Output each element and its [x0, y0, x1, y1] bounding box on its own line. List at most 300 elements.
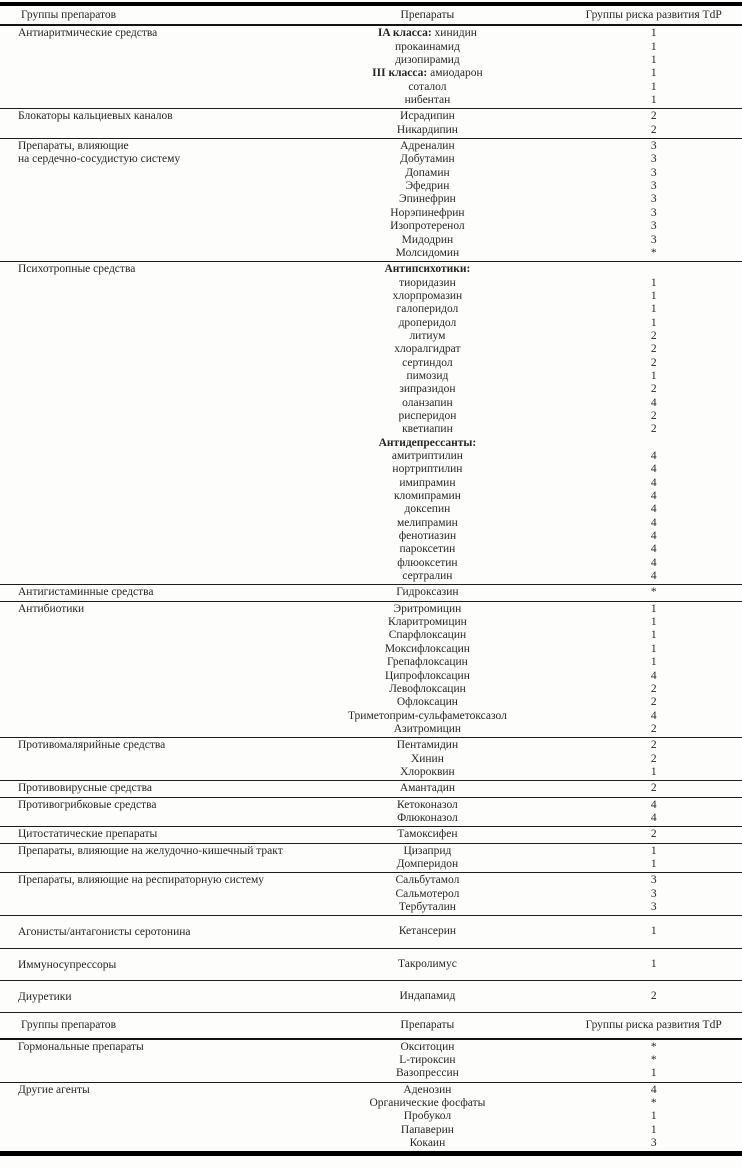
group-cell [0, 262, 289, 584]
group-label-line: Антигистаминные средства [18, 586, 154, 599]
group-label-line: Противогрибковые средства [18, 798, 157, 811]
table-row [289, 530, 742, 543]
table-row [289, 193, 742, 206]
group-label-line: Противовирусные средства [18, 782, 153, 795]
table-row [289, 1124, 742, 1137]
drug-cell: Спарфлоксацин [388, 629, 467, 642]
table-section [0, 262, 742, 585]
section-rows [289, 844, 742, 873]
drug-cell: дизопирамид [395, 54, 460, 67]
risk-cell: 1 [650, 957, 657, 970]
drug-cell: Эфедрин [405, 180, 450, 193]
group-label-line: Иммуносупрессоры [18, 958, 117, 971]
risk-cell: 4 [650, 669, 657, 682]
table-header [0, 6, 742, 26]
risk-cell: 1 [650, 844, 657, 857]
table-row [289, 710, 742, 723]
group-label-line: Препараты, влияющие на респираторную систему [18, 874, 265, 887]
risk-cell: 3 [650, 140, 657, 153]
risk-cell: 4 [650, 516, 657, 529]
risk-cell: 1 [650, 616, 657, 629]
drug-cell: пимозид [406, 369, 449, 382]
table-section [0, 827, 742, 843]
drug-cell: Триметоприм-сульфаметоксазол [347, 709, 507, 722]
risk-cell: 2 [650, 329, 657, 342]
risk-cell: 1 [650, 276, 657, 289]
table-row [289, 357, 742, 370]
drug-cell: Молсидомин [395, 246, 460, 259]
risk-cell: 2 [650, 356, 657, 369]
table-row [289, 557, 742, 570]
drug-cell: сертралин [402, 570, 453, 583]
risk-cell: 2 [650, 752, 657, 765]
drug-cell: Органические фосфаты [369, 1097, 486, 1110]
table-row [289, 683, 742, 696]
table-row [289, 463, 742, 476]
table-body [0, 26, 742, 1151]
risk-cell: 1 [650, 27, 657, 40]
group-cell [0, 981, 289, 1012]
table-row [289, 153, 742, 166]
table-row [289, 643, 742, 656]
drug-cell: прокаинамид [394, 40, 460, 53]
risk-cell: 2 [650, 423, 657, 436]
drug-cell: хлорпромазин [392, 289, 463, 302]
table-row [289, 1084, 742, 1097]
group-label-line: Агонисты/антагонисты серотонина [18, 926, 191, 939]
table-row [289, 167, 742, 180]
drug-cell: нибентан [404, 94, 451, 107]
risk-cell: 1 [650, 67, 657, 80]
section-rows [289, 827, 742, 842]
table-row [289, 450, 742, 463]
drug-cell: тиоридазин [399, 276, 456, 289]
table-row [289, 874, 742, 887]
table-row [289, 330, 742, 343]
risk-cell: 1 [650, 54, 657, 67]
drug-cell: Хинин [410, 752, 444, 765]
drug-cell: Пентамидин [396, 739, 459, 752]
drug-cell: Добутамин [400, 153, 455, 166]
drug-cell [289, 437, 565, 450]
drug-cell: кломипрамин [393, 490, 461, 503]
drug-cell: L-тироксин [399, 1054, 456, 1067]
drug-cell: имипрамин [399, 476, 456, 489]
drug-cell: Кларитромицин [388, 616, 467, 629]
drug-cell: Кетоконазол [397, 798, 458, 811]
risk-cell: 2 [650, 383, 657, 396]
risk-cell: 3 [650, 180, 657, 193]
risk-cell: * [650, 1097, 657, 1110]
risk-cell: 3 [650, 1137, 657, 1150]
drug-cell: Папаверин [400, 1123, 454, 1136]
section-rows [289, 139, 742, 261]
section-rows [289, 262, 742, 584]
risk-cell: 2 [650, 409, 657, 422]
risk-cell: 2 [650, 782, 657, 795]
table-row [289, 543, 742, 556]
risk-cell: 2 [650, 739, 657, 752]
table-row [289, 1067, 742, 1080]
drug-cell: Левофлоксацин [389, 682, 466, 695]
table-row [289, 901, 742, 914]
section-rows [289, 798, 742, 827]
table-row [289, 81, 742, 94]
group-label-line: Блокаторы кальциевых каналов [18, 110, 173, 123]
table-section [0, 26, 742, 109]
header-risk-col: Группы риска развития TdP [585, 1019, 722, 1032]
drug-cell: Сальбутамол [395, 874, 460, 887]
table-row [289, 343, 742, 356]
group-cell [0, 798, 289, 827]
table-row [289, 766, 742, 779]
risk-cell: 1 [650, 40, 657, 53]
drug-cell: Исрадипин [400, 110, 455, 123]
table-row [289, 423, 742, 436]
table-row [289, 656, 742, 669]
table-section [0, 873, 742, 916]
drug-cell: хлоралгидрат [394, 343, 461, 356]
risk-cell: 3 [650, 193, 657, 206]
group-label-line: Цитостатические препараты [18, 828, 158, 841]
risk-cell: 2 [650, 682, 657, 695]
risk-cell: 4 [650, 570, 657, 583]
drug-cell: фенотиазин [398, 530, 457, 543]
risk-cell: 1 [650, 369, 657, 382]
table-row [289, 845, 742, 858]
risk-cell: 3 [650, 233, 657, 246]
table-row [289, 263, 742, 276]
risk-cell: * [650, 246, 657, 259]
table-row [289, 888, 742, 901]
table-row [289, 670, 742, 683]
risk-cell: 2 [650, 722, 657, 735]
section-rows [289, 949, 742, 980]
drug-cell: Амантадин [399, 782, 456, 795]
table-row [289, 603, 742, 616]
table-row [289, 477, 742, 490]
table-row [289, 490, 742, 503]
risk-cell: 4 [650, 463, 657, 476]
section-rows [289, 781, 742, 796]
table-row [289, 234, 742, 247]
risk-cell: 4 [650, 543, 657, 556]
table-row [289, 41, 742, 54]
drug-cell: III класса: амиодарон [372, 67, 483, 80]
drug-cell: сертиндол [402, 356, 453, 369]
risk-cell: 4 [650, 1083, 657, 1096]
group-cell [0, 873, 289, 915]
group-cell [0, 1083, 289, 1152]
table-row [289, 370, 742, 383]
drug-cell: кветиапин [402, 423, 453, 436]
group-label-line: Антибиотики [18, 602, 85, 615]
risk-cell: 4 [650, 450, 657, 462]
table-row [289, 247, 742, 260]
section-rows [289, 602, 742, 737]
section-rows [289, 585, 742, 600]
table-section [0, 139, 742, 262]
table-row [289, 503, 742, 516]
drug-cell: доксепин [404, 503, 451, 516]
table-row [289, 383, 742, 396]
table-row [289, 1110, 742, 1123]
drug-table [0, 2, 742, 1156]
table-row [289, 925, 742, 938]
drug-cell: Моксифлоксацин [384, 642, 470, 655]
risk-cell: 3 [650, 887, 657, 900]
drug-cell: Тамоксифен [397, 828, 458, 841]
table-row [289, 180, 742, 193]
table-row [289, 586, 742, 599]
table-row [289, 124, 742, 137]
header-group-col: Группы препаратов [21, 9, 117, 21]
drug-cell: Офлоксацин [396, 696, 458, 709]
group-label-line: Гормональные препараты [18, 1040, 144, 1053]
table-section [0, 602, 742, 738]
group-label-line: Психотропные средства [18, 263, 136, 276]
risk-cell: 3 [650, 206, 657, 219]
risk-cell: 4 [650, 490, 657, 503]
drug-class-label: III класса: [372, 67, 428, 80]
table-section [0, 1040, 742, 1083]
drug-cell: Домперидон [396, 857, 459, 870]
risk-cell: 4 [650, 530, 657, 543]
drug-cell: литиум [409, 329, 446, 342]
risk-cell: 3 [650, 153, 657, 166]
table-row [289, 303, 742, 316]
risk-cell: 2 [650, 123, 657, 136]
table-section [0, 949, 742, 981]
section-rows [289, 1083, 742, 1152]
section-rows [289, 916, 742, 947]
table-row [289, 220, 742, 233]
group-cell [0, 109, 289, 138]
risk-cell: * [650, 1040, 657, 1053]
risk-cell: * [650, 1054, 657, 1067]
table-row [289, 1137, 742, 1150]
table-section [0, 798, 742, 828]
table-row [289, 517, 742, 530]
section-rows [289, 109, 742, 138]
risk-cell: 1 [650, 857, 657, 870]
risk-cell: 3 [650, 220, 657, 233]
drug-cell: Окситоцин [400, 1040, 455, 1053]
table-section [0, 916, 742, 948]
table-section [0, 781, 742, 797]
section-rows [289, 981, 742, 1012]
risk-cell: 1 [650, 1110, 657, 1123]
table-row [289, 799, 742, 812]
risk-cell: 1 [650, 656, 657, 669]
table-row [289, 410, 742, 423]
drug-cell: Вазопрессин [396, 1067, 459, 1080]
risk-cell: * [650, 586, 657, 599]
risk-cell [565, 263, 742, 276]
group-cell [0, 738, 289, 780]
table-section [0, 1083, 742, 1152]
drug-cell: зипразидон [399, 383, 456, 396]
group-cell [0, 781, 289, 796]
risk-cell: 2 [650, 696, 657, 709]
table-row [289, 1041, 742, 1054]
risk-cell: 1 [650, 303, 657, 316]
risk-cell: 4 [650, 798, 657, 811]
drug-cell: Пробукол [403, 1110, 452, 1123]
table-row [289, 397, 742, 410]
risk-cell: 3 [650, 874, 657, 887]
drug-cell: Тербуталин [398, 901, 456, 913]
risk-cell: 1 [650, 316, 657, 329]
table-row [289, 277, 742, 290]
drug-cell: пароксетин [399, 543, 456, 556]
drug-cell: Цизаприд [403, 844, 452, 857]
table-row [289, 110, 742, 123]
drug-cell: рисперидон [398, 409, 457, 422]
risk-cell: 1 [650, 1123, 657, 1136]
risk-cell: 4 [650, 811, 657, 824]
table-row [289, 812, 742, 825]
drug-cell: Норэпинефрин [390, 206, 465, 219]
group-cell [0, 1040, 289, 1082]
group-label-line: Другие агенты [18, 1083, 90, 1096]
header-drugs-col: Препараты [400, 1019, 455, 1032]
group-cell [0, 139, 289, 261]
table-header-repeat [0, 1013, 742, 1039]
group-cell [0, 949, 289, 980]
drug-cell: Такролимус [398, 957, 457, 970]
drug-cell: флюоксетин [397, 556, 458, 569]
table-row [289, 54, 742, 67]
group-cell [0, 26, 289, 108]
drug-cell: Азитромицин [393, 722, 462, 735]
risk-cell: 4 [650, 709, 657, 722]
drug-cell: IA класса: хинидин [377, 27, 477, 40]
drug-cell: Кокаин [409, 1137, 446, 1150]
drug-class-label: IA класса: [377, 27, 432, 40]
header-risk-col: Группы риска развития TdP [585, 9, 722, 21]
table-row [289, 1054, 742, 1067]
risk-cell: 3 [650, 166, 657, 179]
drug-cell: галоперидол [396, 303, 459, 316]
table-row [289, 616, 742, 629]
risk-cell: 1 [650, 289, 657, 302]
table-row [289, 94, 742, 107]
table-row [289, 782, 742, 795]
drug-cell: соталол [408, 80, 447, 93]
drug-cell: Кетансерин [398, 925, 456, 938]
drug-cell: Эритромицин [393, 602, 462, 615]
table-row [289, 629, 742, 642]
drug-cell: Адреналин [400, 140, 455, 153]
group-label-line: Препараты, влияющие на желудочно-кишечный тракт [18, 844, 283, 857]
drug-cell: нортриптилин [392, 463, 463, 476]
drug-cell: Ципрофлоксацин [384, 669, 470, 682]
table-row [289, 828, 742, 841]
drug-cell: Аденозин [403, 1083, 452, 1096]
table-row [289, 27, 742, 40]
table-row [289, 317, 742, 330]
drug-cell: Допамин [405, 166, 450, 179]
header-drugs-col: Препараты [400, 9, 455, 21]
drug-cell: Индапамид [399, 990, 456, 1003]
drug-cell: Эпинефрин [399, 193, 456, 206]
risk-cell [565, 437, 742, 450]
drug-class-label: Антипсихотики: [384, 263, 471, 276]
risk-cell: 4 [650, 396, 657, 409]
table-row [289, 570, 742, 583]
drug-cell: Изопротеренол [390, 220, 465, 233]
table-row [289, 140, 742, 153]
group-label-line: Антиаритмические средства [18, 27, 158, 40]
group-label-line: Диуретики [18, 991, 72, 1004]
drug-cell: Флюконазол [397, 811, 458, 824]
risk-cell: 1 [650, 80, 657, 93]
risk-cell: 4 [650, 556, 657, 569]
drug-cell: Гидроксазин [396, 586, 459, 599]
risk-cell: 1 [650, 602, 657, 615]
risk-cell: 1 [650, 765, 657, 778]
risk-cell: 1 [650, 1067, 657, 1080]
table-row [289, 723, 742, 736]
risk-cell: 4 [650, 503, 657, 516]
risk-cell: 2 [650, 343, 657, 356]
risk-cell: 1 [650, 642, 657, 655]
drug-cell: дроперидол [398, 316, 457, 329]
table-section [0, 109, 742, 139]
risk-cell: 3 [650, 901, 657, 913]
table-row [289, 753, 742, 766]
group-cell [0, 844, 289, 873]
table-row [289, 67, 742, 80]
drug-cell: Грепафлоксацин [387, 656, 468, 669]
table-row [289, 858, 742, 871]
table-row [289, 990, 742, 1003]
group-cell [0, 602, 289, 737]
table-section [0, 738, 742, 781]
risk-cell: 4 [650, 476, 657, 489]
table-section [0, 585, 742, 601]
table-row [289, 696, 742, 709]
drug-cell: Сальмотерол [395, 887, 460, 900]
risk-cell: 2 [650, 828, 657, 841]
risk-cell: 1 [650, 629, 657, 642]
group-cell [0, 916, 289, 947]
table-row [289, 958, 742, 971]
risk-cell: 2 [650, 990, 657, 1003]
drug-cell: Никардипин [396, 123, 458, 136]
group-cell [0, 827, 289, 842]
table-row [289, 739, 742, 752]
table-section [0, 981, 742, 1013]
drug-cell: оланзапин [402, 396, 453, 409]
drug-cell: амитриптилин [391, 450, 463, 462]
table-row [289, 1097, 742, 1110]
drug-cell [289, 263, 565, 276]
group-label-line: Противомалярийные средства [18, 739, 166, 752]
section-rows [289, 1040, 742, 1082]
section-rows [289, 26, 742, 108]
drug-cell: мелипрамин [396, 516, 458, 529]
risk-cell: 1 [650, 94, 657, 107]
table-row [289, 207, 742, 220]
table-section [0, 844, 742, 874]
table-row [289, 437, 742, 450]
drug-cell: Хлороквин [400, 765, 455, 778]
table-row [289, 290, 742, 303]
group-label-line: на сердечно-сосудистую систему [18, 153, 181, 166]
section-rows [289, 873, 742, 915]
